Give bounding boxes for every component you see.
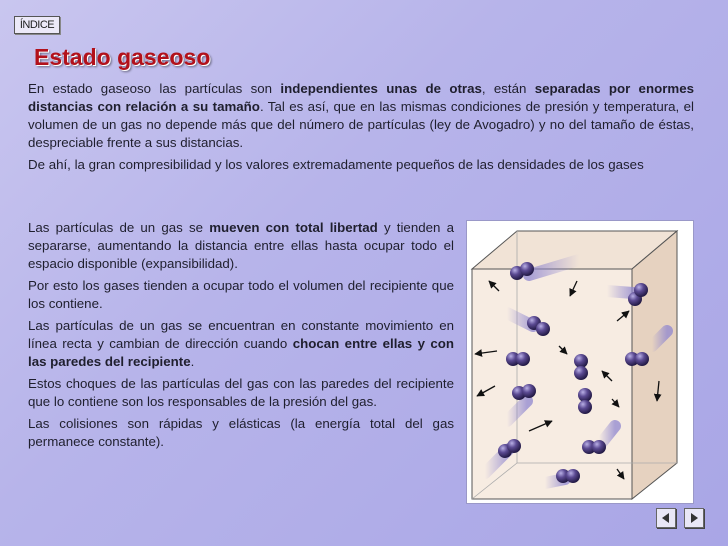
page-title: Estado gaseoso <box>34 44 211 70</box>
left-paragraph-3: Las partículas de un gas se encuentran en constante movimiento en línea recta y cambian de dirección cuando chocan entre ellas y con las paredes del recipiente. <box>28 318 455 369</box>
left-paragraph-5: Las colisiones son rápidas y elásticas (la energía total del gas permanece constante). <box>28 416 454 449</box>
gas-molecules-illustration <box>467 221 693 503</box>
left-column-text <box>28 219 454 455</box>
gas-container-figure <box>466 220 694 504</box>
intro-text <box>28 80 694 178</box>
left-paragraph-2: Por esto los gases tienden a ocupar todo el volumen del recipiente que los contiene. <box>28 278 454 311</box>
arrow-right-icon <box>685 509 703 527</box>
next-button[interactable] <box>684 508 704 528</box>
intro-paragraph-2: De ahí, la gran compresibilidad y los valores extremadamente pequeños de las densidades de los gases <box>28 157 644 172</box>
index-button[interactable]: ÍNDICE <box>14 16 60 34</box>
previous-button[interactable] <box>656 508 676 528</box>
left-paragraph-1: Las partículas de un gas se mueven con total libertad y tienden a separarse, aumentando la distancia entre ellas hasta ocupar todo el espacio disponible (expansibilidad). <box>28 220 454 271</box>
intro-paragraph-1: En estado gaseoso las partículas son independientes unas de otras, están separadas por enormes distancias con relación a su tamaño. Tal es así, que en las mismas condiciones de presión y temperatura, el volumen de un gas no depende más que del número de partículas (ley de Avogadro) y no del tamaño de éstas, despreciable frente a sus distancias. <box>28 81 695 150</box>
left-paragraph-4: Estos choques de las partículas del gas con las paredes del recipiente que lo contiene son los responsables de la presión del gas. <box>28 376 454 409</box>
arrow-left-icon <box>657 509 675 527</box>
